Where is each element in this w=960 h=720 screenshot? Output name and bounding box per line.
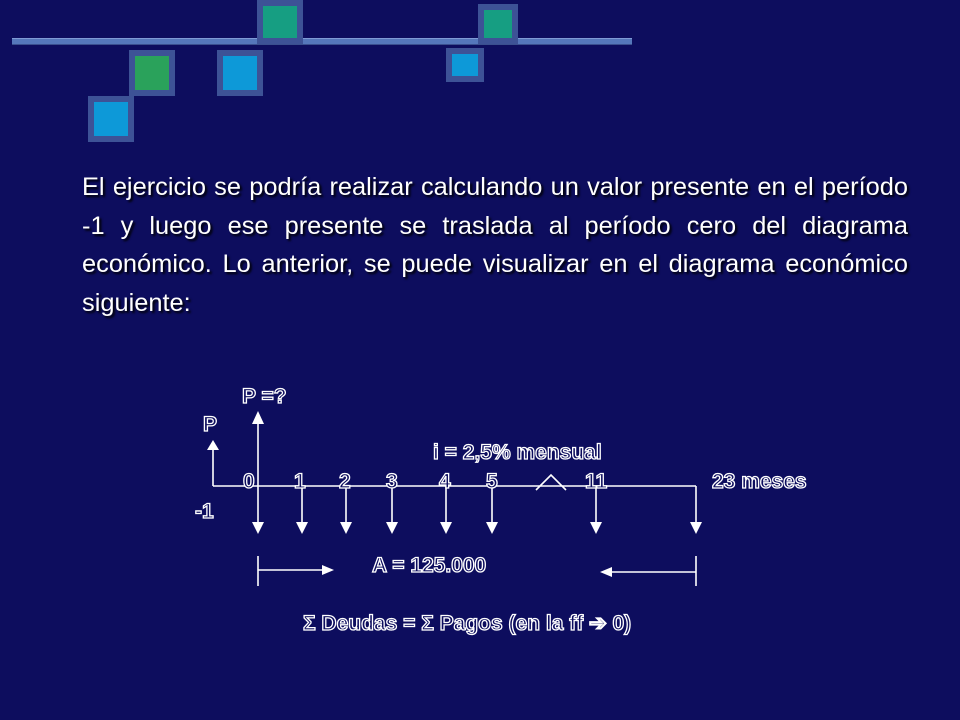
end-period-label: 23 meses [712, 470, 807, 493]
payment-arrows [252, 486, 702, 534]
period-label-11: 11 [585, 470, 608, 493]
payment-arrowhead-11 [590, 522, 602, 534]
annuity-label: A = 125.000 [372, 554, 487, 577]
rate-label: i = 2,5% mensual [433, 441, 602, 464]
p-unknown-label: P =? [242, 385, 287, 408]
period-label-minus-one: -1 [195, 500, 214, 523]
annuity-left-arrow-head [322, 565, 334, 575]
p-label: P [203, 413, 218, 436]
payment-arrowhead-0 [252, 522, 264, 534]
period-label-4: 4 [439, 470, 451, 493]
annuity-right-arrow-head [600, 567, 612, 577]
period-label-1: 1 [294, 470, 306, 493]
payment-arrowhead-2 [340, 522, 352, 534]
explanation-paragraph: El ejercicio se podría realizar calculando un valor presente en el período -1 y luego ese presente se traslada al período cero del diagrama económico. Lo anterior, se puede visualizar en el diagrama económico siguiente: [82, 173, 908, 317]
payment-arrowhead-5 [486, 522, 498, 534]
period-label-2: 2 [339, 470, 351, 493]
p-arrow-head [207, 440, 219, 450]
period-label-3: 3 [386, 470, 398, 493]
payment-arrowhead-1 [296, 522, 308, 534]
p-unknown-arrow-head [252, 411, 264, 424]
payment-arrowhead-4 [440, 522, 452, 534]
equation-label: Σ Deudas = Σ Pagos (en la ff ➔ 0) [303, 612, 632, 635]
payment-arrowhead-3 [386, 522, 398, 534]
period-label-0: 0 [243, 470, 255, 493]
timeline-break-symbol [536, 475, 566, 490]
payment-arrowhead-23 [690, 522, 702, 534]
period-label-5: 5 [486, 470, 498, 493]
